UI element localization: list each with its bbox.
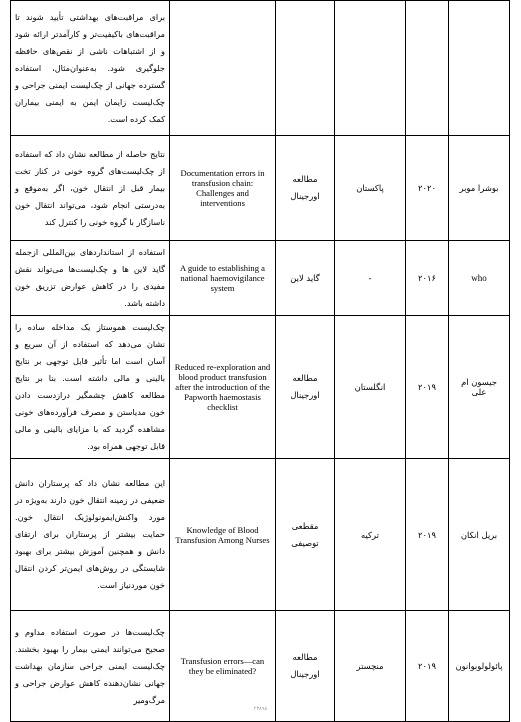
country-cell: ترکیه xyxy=(335,459,406,611)
table-row xyxy=(11,241,510,316)
author-cell: جیسون ام علی xyxy=(449,316,510,459)
study-type-cell xyxy=(276,1,335,136)
findings-cell: چک‌لیست‌ها در صورت استفاده مداوم و صحیح می‌توانند ایمنی بیمار را بهبود بخشند. چک‌لیست ایمنی جراحی سازمان بهداشت جهانی نشان‌دهنده کاهش عوارض جراحی و مرگ‌ومیر xyxy=(11,611,170,722)
title-cell: Documentation errors in transfusion chain: Challenges and interventions xyxy=(170,136,276,241)
table-row xyxy=(11,611,510,722)
findings-cell: این مطالعه نشان داد که پرستاران دانش ضعیفی در زمینه انتقال خون دارند به‌ویژه در مورد واکنش‌ایمونولوژیک انتقال خون. حمایت بیشتر از پرستاران برای ارتقای دانش و همچنین آموزش بیشتر برای بهبود شایستگی در روش‌های ایمن‌تر کردن انتقال خون موردنیاز است. xyxy=(11,459,170,611)
year-cell: ۲۰۱۶ xyxy=(406,241,449,316)
author-cell: پائولولوبوانون xyxy=(449,611,510,722)
findings-cell: برای مراقبت‌های بهداشتی تأیید شوند تا مراقبت‌های باکیفیت‌تر و کارآمدتر ارائه شود و از اشتباهات ناشی از نقص‌های حافظه جلوگیری شود. به‌عنوان‌مثال، استفاده گسترده جهانی از چک‌لیست ایمنی جراحی و چک‌لیست زایمان ایمن به ایمنی بیماران کمک کرده است. xyxy=(11,1,170,136)
study-type-cell: مطالعه اورجینال xyxy=(276,136,335,241)
review-table xyxy=(10,0,510,722)
country-cell: منچستر xyxy=(335,611,406,722)
title-cell xyxy=(170,1,276,136)
findings-cell: چک‌لیست هموستاز یک مداخله ساده را نشان می‌دهد که استفاده از آن سریع و آسان است اما تأثیر قابل توجهی بر نتایج بالینی و مالی داشته است. بنا بر نتایج مطالعه کاهش چشمگیر درازدست دادن خون مدیاستن و مصرف فرآورده‌های خونی مشاهده گردید که با مزایای بالینی و مالی قابل توجهی همراه بود. xyxy=(11,316,170,459)
year-cell: ۲۰۲۰ xyxy=(406,136,449,241)
year-cell: ۲۰۱۹ xyxy=(406,611,449,722)
table-row xyxy=(11,316,510,459)
author-cell: who xyxy=(449,241,510,316)
country-cell xyxy=(335,1,406,136)
country-cell: پاکستان xyxy=(335,136,406,241)
year-cell: ۲۰۱۹ xyxy=(406,459,449,611)
table-row xyxy=(11,136,510,241)
study-type-cell: گاید لاین xyxy=(276,241,335,316)
year-cell xyxy=(406,1,449,136)
table-row xyxy=(11,1,510,136)
findings-cell: استفاده از استانداردهای بین‌المللی ازجمله گاید لاین ها و چک‌لیست‌ها می‌تواند نقش مفیدی را در کاهش عوارض تزریق خون داشته باشد. xyxy=(11,241,170,316)
study-type-cell: مطالعه اورجینال xyxy=(276,611,335,722)
country-cell: - xyxy=(335,241,406,316)
page-footer: ۲۳۸۹۸ xyxy=(253,706,268,712)
country-cell: انگلستان xyxy=(335,316,406,459)
title-cell: Knowledge of Blood Transfusion Among Nurses xyxy=(170,459,276,611)
table-row xyxy=(11,459,510,611)
author-cell: بریل انکان xyxy=(449,459,510,611)
author-cell xyxy=(449,1,510,136)
study-type-cell: مطالعه اورجینال xyxy=(276,316,335,459)
title-cell: A guide to establishing a national haemovigilance system xyxy=(170,241,276,316)
year-cell: ۲۰۱۹ xyxy=(406,316,449,459)
author-cell: بوشرا موبر xyxy=(449,136,510,241)
title-cell: Transfusion errors—can they be eliminated? xyxy=(170,611,276,722)
study-type-cell: مقطعی توصیفی xyxy=(276,459,335,611)
title-cell: Reduced re-exploration and blood product transfusion after the introduction of the Papworth haemostasis checklist xyxy=(170,316,276,459)
findings-cell: نتایج حاصله از مطالعه نشان داد که استفاده از چک‌لیست‌های گروه خونی در کنار تخت بیمار قبل از انتقال خون، اگر به‌موقع و به‌درستی انجام شود، می‌تواند انتقال خون ناسازگار با گروه خونی را کنترل کند xyxy=(11,136,170,241)
